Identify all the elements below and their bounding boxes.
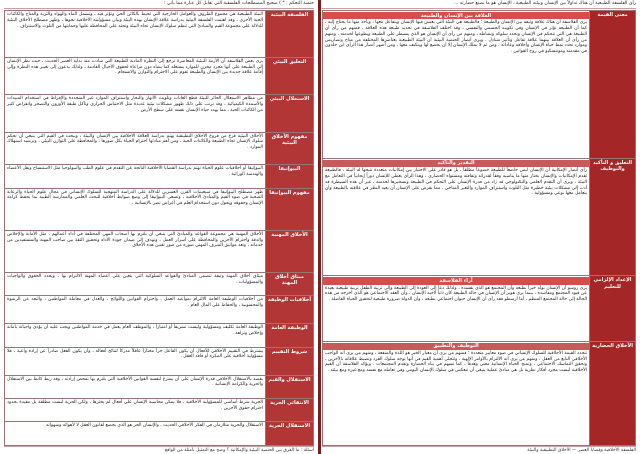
top-line-right: رأى الفلسفة الطبيعية أن هناك تداولاً بين الإنسان وبيئته الطبيعية ، الإنسان هو ما يصنع حضارته ... [322,0,636,9]
section-text: يقصد بالاستقلال الأخلاقي قدرة الإنسان على أن يشرع لنفسه القوانين الأخلاقية التي يلتزم بها بمحض إرادته ، وقد ربط كانط بين الاستقلال والحرية والكرامة الإنسانية . [5,375,266,398]
section-text: الوظيفة العامة تكليف ومسؤولية وليست تشريفاً أو امتيازاً ، والموظف العام يعمل في خدمة المواطنين ويجب عليه أن يؤدي واجباته بأمانة وإخلاص ونزاهة . [5,324,266,347]
table-row [323,11,636,159]
section-text: من أخلاقيات الوظيفة العامة الالتزام بمواعيد العمل ، واحترام القوانين واللوائح ، والعدل في معاملة المواطنين ، والبعد عن الرشوة والمحسوبية ، والحفاظ على المال العام . [5,296,266,324]
table-row [5,296,314,324]
section-content [323,276,590,341]
table-row [5,375,314,398]
section-label: مفهوم الأخلاق البيئية [266,132,314,165]
section-text: ظهر مصطلح البيوإتيقا في سبعينيات القرن العشرين للدلالة على الدراسة المنهجية للسلوك الإنساني في مجال علوم الحياة والرعاية الصحية في ضوء القيم والمبادئ الأخلاقية ، وتسعى البيوإتيقا إلى وضع ضوابط أخلاقية للبحث العلمي والممارسة الطبية بما يحفظ كرامة الإنسان وحقوقه ويحول دون استخدام العلم في أغراض تضر بالإنسانية . [5,188,266,230]
section-label: البيوإتيقا [266,165,314,188]
section-text: البيوإتيقا أو أخلاقيات علوم الحياة تهتم بدراسة القضايا الأخلاقية الناتجة عن التقدم في علوم الطب والبيولوجيا مثل الاستنساخ ونقل الأعضاء والهندسة الوراثية . [5,165,266,188]
column-divider [318,0,321,454]
table-row [323,341,636,445]
section-label: أخلاقيات الوظيفة [266,296,314,324]
footer-left: أسئلة : ما الفرق بين الحتمية البيئية والإمكانية ؟ وضح مع التمثيل بأمثلة من الواقع [4,446,314,454]
section-subheading: آراء الفلاسفة [323,277,589,284]
top-line-left: حتمية التحكم : * ) صحيح المصطلحات الفلسفية التي تقابل كل عبارة مما يأتي : [4,0,314,9]
section-subheading: التقدير والتأكيد [323,160,589,167]
section-text: من مظاهر الاستغلال الجائر للبيئة قطع الغابات وتلويث الأنهار والبحار واستنزاف الموارد غير المتجددة والإفراط في استخدام المبيدات والأسمدة الكيميائية ، وقد ترتب على ذلك ظهور مشكلات بيئية عديدة مثل الاحتباس الحراري وتآكل طبقة الأوزون والتصحر وانقراض كثير من الكائنات الحية ، مما يهدد حياة الإنسان نفسه على سطح الأرض . [5,95,266,132]
table-row [5,95,314,132]
table-row [5,324,314,347]
section-label: الاستقلال والقيم [266,375,314,398]
right-column [322,10,636,446]
section-label: الفلسفة البيئية [266,11,314,58]
section-label: ميثاق أخلاق المهنة [266,272,314,295]
section-label: مفهوم البيوإتيقا [266,188,314,230]
section-label: الانتقائي الحرية [266,399,314,422]
right-study-table [322,10,636,446]
section-content [323,11,590,159]
table-row [323,276,636,341]
section-text: يرى الفلاسفة أن هناك علاقة وثيقة بين الإنسان والطبيعة ؛ فالطبيعة هي البيئة التي يعيش فيها الإنسان ويتفاعل معها ، ويأخذ منها ما يحتاج إليه ، كما أن الطبيعة تؤثر في الإنسان وفي تكوينه الجسمي والنفسي ، وقد اختلف الفلاسفة في تحديد طبيعة هذه العلاقة ، فمنهم من رأى أن الطبيعة هي التي تتحكم في الإنسان وتحدد سلوكه ونشاطه ، ومنهم من رأى أن الإنسان هو الذي يسيطر على الطبيعة ويطوعها لخدمته ، ومنهم من رأى أن العلاقة بينهما علاقة تفاعل وتأثير متبادل . ويرى أنصار الحتمية البيئية أن البيئة الطبيعية بعناصرها المختلفة من مناخ وتضاريس وموارد تحدد نمط حياة الإنسان وأخلاقه وعاداته ، ومن ثم لا يملك الإنسان إلا أن يخضع لها ويتكيف معها ، ومن أشهر أنصار هذا الرأي ابن خلدون في مقدمته ومونتسكيو في روح القوانين . [325,20,587,55]
section-label: شروط التقييم [266,347,314,375]
section-text: البيئة الطبيعية هي مجموع الظروف والعوامل الخارجية التي تحيط بالكائن الحي وتؤثر فيه ، وتشمل الماء والهواء والتربة والمناخ والكائنات الحية الأخرى ، وقد اهتمت الفلسفة البيئية بدراسة علاقة الإنسان بهذه البيئة وبيان مسؤوليته الأخلاقية نحوها ، وظهر مصطلح الأخلاق البيئية للدلالة على مجموعة القيم والمبادئ التي تنظم سلوك الإنسان تجاه البيئة وتحثه على المحافظة عليها وحمايتها من التلوث والاستنزاف . [5,11,266,58]
section-text: تتحدد القيمة الأخلاقية للسلوك الإنساني في ضوء معايير متعددة ؛ فمنهم من يرى أن معيار الخير هو اللذة والمنفعة ، ومنهم من يرى أنه الواجب الأخلاقي النابع من العقل ، ومنهم من يرى أنه الالتزام بالأوامر الإلهية ، وتتجلى أهمية القيم في أنها توجه سلوك الفرد وتضبط علاقاته بالآخرين ، وتحقق التماسك الاجتماعي ، وتمنح الحياة الإنسانية معنى وهدفاً ، كما تسهم في بناء الحضارة وتقدم المجتمعات . ويؤكد الفلاسفة أن القيم الأخلاقية ليست مجرد أفكار نظرية بل هي مبادئ عملية ينبغي أن تنعكس في سلوك الإنسان اليومي وفي تعامله مع نفسه ومع غيره ومع بيئته . [325,350,587,374]
table-row [5,230,314,272]
section-label: الأخلاق المهنية [266,230,314,272]
table-row [5,165,314,188]
table-row [5,188,314,230]
table-row [5,57,314,94]
table-row [5,422,314,446]
left-column [4,10,314,446]
section-text: الأخلاق المهنية هي مجموعة القواعد والمبادئ التي ينبغي أن يلتزم بها أصحاب المهن المختلفة في أداء أعمالهم ، مثل الأمانة والإخلاص والدقة واحترام الآخرين والمحافظة على أسرار العمل ، وتهدف إلى ضمان جودة الأداء وتحقيق الثقة بين صاحب المهنة والمستفيدين من خدماته ، وتعد مواثيق الشرف المهني صورة من صور تقنين هذه الأخلاق . [5,230,266,272]
table-row [5,272,314,295]
section-content [323,341,590,445]
table-row [5,399,314,422]
section-text: الحرية شرط أساسي للمسؤولية الأخلاقية ، فلا يمكن محاسبة الإنسان على أفعال لم يخترها ، ولكن الحرية ليست مطلقة بل مقيدة بحدود احترام حقوق الآخرين . [5,399,266,422]
table-row [5,132,314,165]
section-label: الاستغلال البيئي [266,95,314,132]
table-row [5,11,314,58]
table-row [5,347,314,375]
section-text: يرى بعض الفلاسفة أن الأزمة البيئية المعاصرة ترجع إلى النظرة المادية للطبيعة التي سادت منذ بداية العصر الحديث ، حيث نظر الإنسان إلى الطبيعة على أنها مجرد مخزن للموارد يستغله كما يشاء دون مراعاة لحقوق الأجيال القادمة ، ولذلك يدعون إلى تغيير هذه النظرة وإلى إقامة علاقة جديدة بين الإنسان والطبيعة تقوم على الاحترام والتوازن والانسجام . [5,57,266,94]
section-text: الاستقلال والحرية متلازمان في الفكر الأخلاقي الحديث ، والإنسان الحر هو الذي يخضع لقانون العقل لا لأهوائه وشهواته . [5,422,266,446]
section-subheading: التوظيف والتطبيق [323,343,589,350]
left-study-table [4,10,314,446]
section-text: يرى روسو أن الإنسان يولد خيراً بطبعه وأن المجتمع هو الذي يفسده ، ولذلك دعا إلى العودة إلى الطبيعة وإلى تربية الطفل تربية طبيعية بعيدة عن قيود المجتمع ومفاسده ، بينما يرى هوبز أن الإنسان في حالة الطبيعة كان ذئباً لأخيه الإنسان ، وأن العقد الاجتماعي هو الذي أخرجه من هذه الحالة إلى حالة المجتمع المنظم ، أما أرسطو فقد رأى أن الإنسان حيوان اجتماعي بطبعه ، وأن الدولة ضرورة طبيعية لتحقيق الحياة الفاضلة . [325,285,587,303]
section-label: الإعداد الإلزامي للتعليم [590,276,636,341]
section-content [323,158,590,275]
section-text: يشترط في التقييم الأخلاقي للأفعال أن يكون الفاعل حراً مختاراً عاقلاً مدركاً لنتائج أفعاله ، وأن يكون الفعل صادراً عن إرادة واعية ، فلا مسؤولية أخلاقية على المكره أو فاقد العقل . [5,347,266,375]
section-label: الوظيفة العامة [266,324,314,347]
section-label: التعليق و التأكيد والتوظيف [590,158,636,275]
section-label: معنى القيمة [590,11,636,159]
section-label: الاستقلال الحرية [266,422,314,446]
section-subheading: العلاقة بين الإنسان والطبيعة [323,12,589,19]
footer-right: الفلسفة الأخلاقية وقضايا العصر — الأخلاق التطبيقية والبيئة [322,446,636,454]
section-label: التعليق البيئي [266,57,314,94]
section-label: الأخلاق الحضارية [590,341,636,445]
section-text: ميثاق أخلاق المهنة وثيقة تتضمن المبادئ والقواعد السلوكية التي يتعين على أعضاء المهنة الالتزام بها ، ويحدد الحقوق والواجبات والمسؤوليات . [5,272,266,295]
table-row [323,158,636,275]
section-text: رأى أنصار الإمكانية أن الإنسان ليس خاضعاً للطبيعة خضوعاً مطلقاً ، بل هو قادر على الاختيار بين إمكانيات متعددة تتيحها له البيئة ، فالطبيعة تقدم الإمكانيات والإنسان يختار منها ما يناسبه وفقاً لقدراته وثقافته ومستواه الحضاري ، وهذا الرأي يعطي للإنسان دوراً إيجابياً في التعامل مع البيئة ، ويرى أن التقدم العلمي والتكنولوجي قد زاد من قدرة الإنسان على التحكم في الطبيعة وتسخيرها لخدمته ، غير أن هذه السيطرة قد أدت إلى مشكلات بيئية خطيرة مثل التلوث واستنزاف الموارد والتغير المناخي ، مما يفرض على الإنسان أن يعيد النظر في علاقته بالطبيعة وأن يتعامل معها بوعي ومسؤولية . [325,168,587,197]
section-text: الأخلاق البيئية فرع من فروع الأخلاق التطبيقية يهتم بدراسة العلاقة الأخلاقية بين الإنسان والبيئة ، ويبحث في القيم التي ينبغي أن تحكم سلوك الإنسان تجاه الطبيعة والكائنات الحية ، ومن أهم مبادئها احترام الحياة بكل صورها ، والمحافظة على التوازن البيئي ، وترشيد استهلاك الموارد . [5,132,266,165]
